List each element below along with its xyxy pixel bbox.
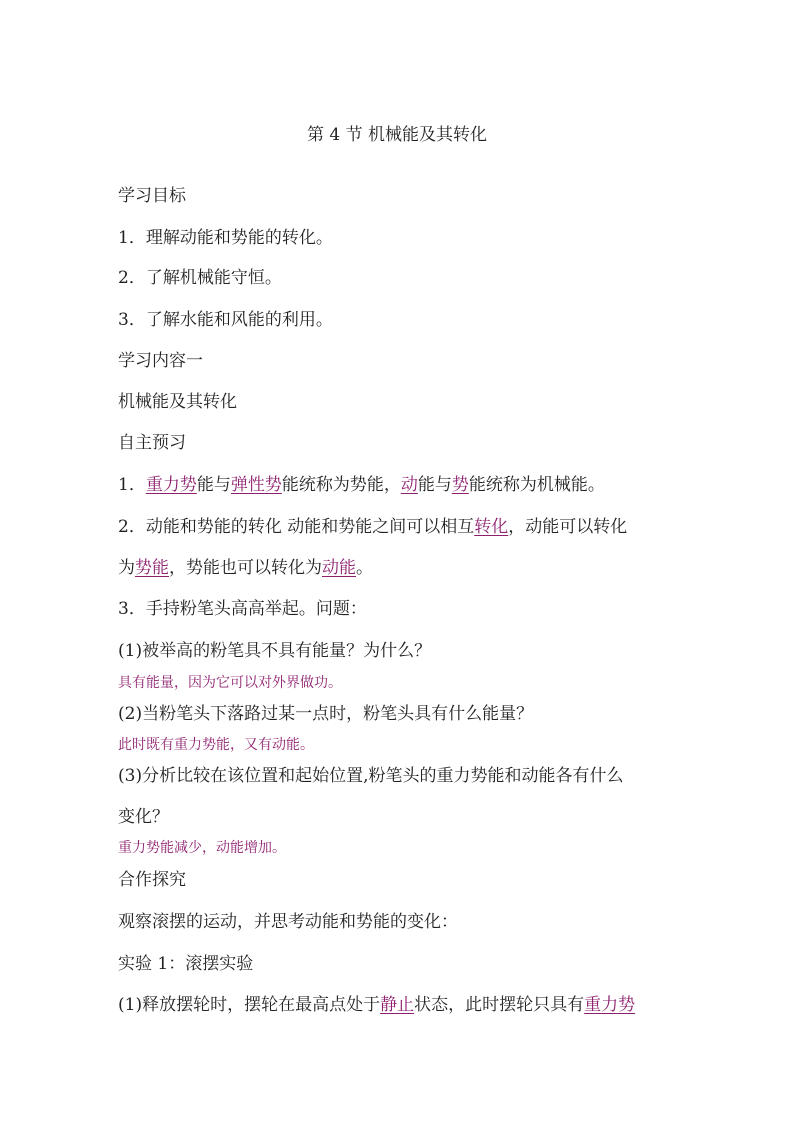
text: 能统称为势能， xyxy=(281,475,401,495)
text: (1)释放摆轮时，摆轮在最高点处于 xyxy=(118,995,381,1015)
text: 为 xyxy=(118,558,135,578)
question-1 xyxy=(118,473,605,497)
answer-blank: 势 xyxy=(451,475,469,495)
text: 能与 xyxy=(196,475,231,495)
answer-blank: 势能 xyxy=(135,558,169,578)
answer-blank: 转化 xyxy=(474,517,509,537)
text: 状态，此时摆轮只具有 xyxy=(414,995,585,1015)
question-3: 3．手持粉笔头高高举起。问题： xyxy=(118,599,367,619)
sub-question: (2)当粉笔头下落路过某一点时，粉笔头具有什么能量？ xyxy=(118,704,534,724)
section-heading: 学习内容一 xyxy=(118,351,203,371)
text: 2．动能和势能的转化 动能和势能之间可以相互 xyxy=(118,517,475,537)
answer-blank: 动 xyxy=(400,475,418,495)
sub-question: (1)被举高的粉笔具不具有能量？为什么？ xyxy=(118,641,432,661)
objective-item: 1．理解动能和势能的转化。 xyxy=(118,228,333,248)
answer-blank: 重力势 xyxy=(584,995,636,1015)
text: ，势能也可以转化为 xyxy=(169,558,322,578)
answer-text: 此时既有重力势能，又有动能。 xyxy=(118,737,314,753)
sub-question: 变化？ xyxy=(118,807,169,827)
section-subheading: 机械能及其转化 xyxy=(118,392,237,412)
objective-item: 3．了解水能和风能的利用。 xyxy=(118,310,333,330)
answer-text: 重力势能减少，动能增加。 xyxy=(118,840,286,856)
answer-blank: 静止 xyxy=(380,995,415,1015)
answer-text: 具有能量，因为它可以对外界做功。 xyxy=(118,675,342,691)
experiment-question xyxy=(118,993,635,1017)
page-title: 第 4 节 机械能及其转化 xyxy=(306,125,488,145)
objective-item: 2．了解机械能守恒。 xyxy=(118,268,282,288)
preview-heading: 自主预习 xyxy=(118,433,186,453)
text: 。 xyxy=(356,558,373,578)
question-2-line-2 xyxy=(118,556,373,580)
answer-blank: 动能 xyxy=(322,558,356,578)
coop-text: 观察滚摆的运动，并思考动能和势能的变化： xyxy=(118,912,458,932)
text: 能统称为机械能。 xyxy=(468,475,605,495)
experiment-title: 实验 1：滚摆实验 xyxy=(118,954,254,974)
text: 1． xyxy=(118,475,146,495)
answer-blank: 重力势 xyxy=(145,475,197,495)
sub-question: (3)分析比较在该位置和起始位置,粉笔头的重力势能和动能各有什么 xyxy=(118,766,624,786)
coop-heading: 合作探究 xyxy=(118,870,186,890)
text: ，动能可以转化 xyxy=(508,517,628,537)
answer-blank: 弹性势 xyxy=(230,475,282,495)
text: 能与 xyxy=(417,475,452,495)
question-2-line-1 xyxy=(118,515,627,539)
objectives-heading: 学习目标 xyxy=(118,186,186,206)
